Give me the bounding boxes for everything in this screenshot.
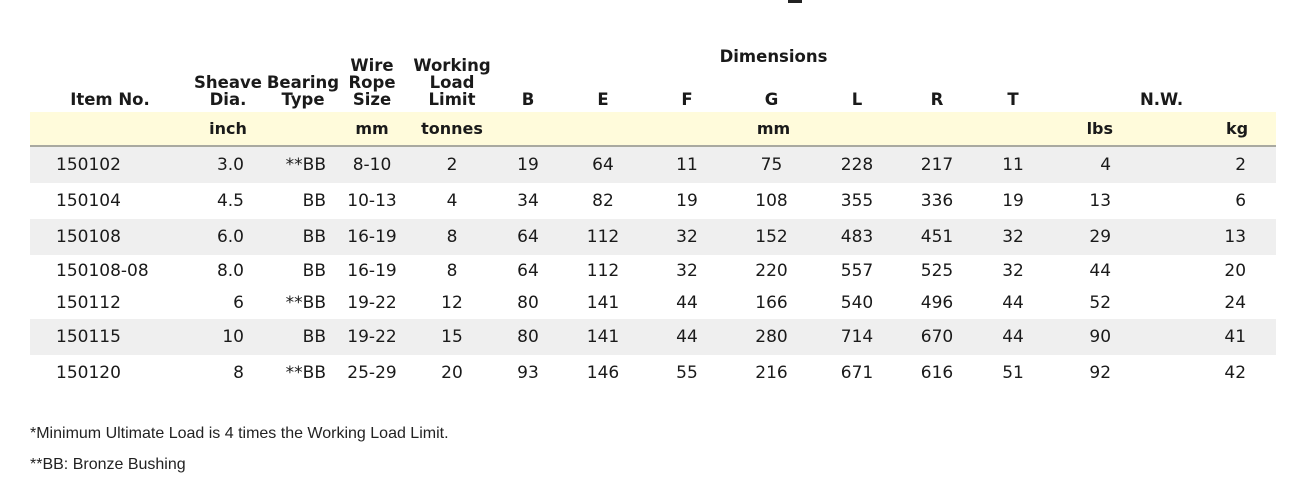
cell-l: 483 (819, 219, 895, 255)
cell-t: 11 (979, 146, 1047, 183)
cell-wll: 15 (404, 319, 500, 355)
cell-wire: 8-10 (340, 146, 404, 183)
cell-g: 152 (724, 219, 819, 255)
cell-g: 220 (755, 261, 788, 281)
cell-bearing: **BB (266, 146, 340, 183)
cell-e: 112 (556, 219, 650, 255)
header-b: B (521, 90, 535, 109)
header-wire-line-1: Wire (350, 56, 394, 75)
cell-l: 355 (840, 191, 874, 211)
cell-b: 80 (517, 293, 539, 313)
cell-lbs: 13 (1089, 191, 1112, 211)
cell-lbs: 90 (1047, 319, 1147, 355)
cell-bearing: BB (266, 219, 340, 255)
cell-bearing: BB (302, 261, 326, 281)
cell-b: 34 (517, 191, 539, 211)
header-sheave-line-1: Sheave (194, 73, 262, 92)
cell-kg: 42 (1224, 363, 1247, 383)
top-edge-mark (788, 0, 802, 3)
unit-bearing-empty (266, 112, 340, 146)
specification-table (30, 40, 1276, 391)
header-net-weight: N.W. (1139, 90, 1184, 109)
header-wire-line-2: Rope (348, 73, 396, 92)
cell-b: 64 (517, 261, 539, 281)
header-bearing-line-2: Type (281, 90, 325, 109)
cell-kg: 2 (1147, 146, 1276, 183)
header-sheave-dia (190, 40, 266, 112)
cell-sheave: 8 (233, 363, 244, 383)
cell-item: 150108-08 (56, 261, 149, 281)
cell-item: 150120 (56, 363, 121, 383)
cell-sheave: 10 (190, 319, 266, 355)
cell-wll: 8 (404, 219, 500, 255)
cell-bearing: BB (266, 319, 340, 355)
cell-f: 44 (676, 293, 698, 313)
cell-b: 64 (500, 219, 556, 255)
cell-e: 141 (586, 293, 620, 313)
cell-item: 150112 (56, 293, 121, 313)
cell-kg: 20 (1224, 261, 1247, 281)
cell-b: 19 (500, 146, 556, 183)
header-g: G (764, 90, 779, 109)
table-row (30, 319, 1276, 355)
cell-lbs: 52 (1089, 293, 1112, 313)
cell-wire: 10-13 (347, 191, 397, 211)
cell-g: 166 (755, 293, 788, 313)
cell-t: 32 (1002, 261, 1024, 281)
footnote-ultimate-load: *Minimum Ultimate Load is 4 times the Working Load Limit. (30, 425, 449, 442)
cell-sheave: 4.5 (216, 191, 244, 211)
cell-r: 616 (920, 363, 954, 383)
header-bearing-type (266, 40, 340, 112)
table-row (30, 287, 1276, 319)
header-r: R (930, 90, 944, 109)
cell-item: 150102 (30, 146, 190, 183)
header-working-load-limit (404, 40, 500, 112)
cell-kg: 13 (1147, 219, 1276, 255)
cell-lbs: 29 (1047, 219, 1147, 255)
cell-e: 141 (556, 319, 650, 355)
cell-f: 19 (676, 191, 698, 211)
cell-lbs: 4 (1047, 146, 1147, 183)
cell-t: 19 (1002, 191, 1024, 211)
cell-t: 44 (979, 319, 1047, 355)
header-wire-line-3: Size (352, 90, 392, 109)
table-row (30, 355, 1276, 391)
cell-wire: 19-22 (347, 293, 397, 313)
cell-wll: 4 (446, 191, 458, 211)
header-f: F (681, 90, 693, 109)
cell-item: 150108 (30, 219, 190, 255)
header-wire-rope-size (340, 40, 404, 112)
cell-r: 525 (920, 261, 954, 281)
cell-lbs: 44 (1089, 261, 1112, 281)
cell-e: 112 (586, 261, 620, 281)
cell-kg: 6 (1235, 191, 1247, 211)
header-item-no: Item No. (70, 90, 150, 109)
unit-wll: tonnes (404, 112, 500, 146)
cell-wll: 20 (441, 363, 463, 383)
cell-b: 93 (517, 363, 539, 383)
cell-wll: 8 (446, 261, 458, 281)
header-wll-line-3: Limit (428, 90, 476, 109)
cell-sheave: 6.0 (190, 219, 266, 255)
cell-wire: 25-29 (347, 363, 397, 383)
cell-e: 64 (556, 146, 650, 183)
cell-wll: 2 (404, 146, 500, 183)
cell-e: 146 (586, 363, 620, 383)
unit-lbs: lbs (1047, 112, 1147, 146)
table-body (30, 146, 1276, 391)
unit-wire: mm (340, 112, 404, 146)
unit-kg: kg (1147, 112, 1276, 146)
cell-bearing: BB (302, 191, 326, 211)
cell-g: 108 (755, 191, 788, 211)
header-wll-line-1: Working (413, 56, 491, 75)
cell-t: 44 (1002, 293, 1024, 313)
cell-t: 32 (979, 219, 1047, 255)
cell-item: 150115 (30, 319, 190, 355)
footnote-bronze-bushing: **BB: Bronze Bushing (30, 456, 186, 473)
cell-l: 671 (840, 363, 874, 383)
units-row (30, 112, 1276, 146)
unit-sheave: inch (190, 112, 266, 146)
cell-sheave: 3.0 (190, 146, 266, 183)
cell-r: 217 (895, 146, 979, 183)
cell-r: 670 (895, 319, 979, 355)
header-sheave-line-2: Dia. (209, 90, 247, 109)
unit-dimensions: mm (500, 112, 1047, 146)
cell-sheave: 8.0 (216, 261, 244, 281)
header-row-top (30, 40, 1276, 72)
cell-l: 557 (840, 261, 874, 281)
cell-l: 228 (819, 146, 895, 183)
cell-r: 336 (920, 191, 954, 211)
cell-b: 80 (500, 319, 556, 355)
header-t: T (1007, 90, 1019, 109)
cell-f: 55 (676, 363, 698, 383)
cell-g: 75 (724, 146, 819, 183)
cell-g: 280 (724, 319, 819, 355)
table-row (30, 219, 1276, 255)
cell-bearing: **BB (285, 363, 326, 383)
cell-e: 82 (592, 191, 614, 211)
cell-item: 150104 (56, 191, 121, 211)
cell-wll: 12 (441, 293, 463, 313)
header-dimensions: Dimensions (719, 46, 828, 66)
cell-sheave: 6 (233, 293, 244, 313)
cell-f: 32 (676, 261, 698, 281)
cell-r: 451 (895, 219, 979, 255)
cell-f: 44 (650, 319, 724, 355)
table-row (30, 183, 1276, 219)
footnotes (30, 418, 449, 480)
cell-t: 51 (1002, 363, 1024, 383)
cell-f: 11 (650, 146, 724, 183)
cell-l: 540 (840, 293, 874, 313)
cell-r: 496 (920, 293, 954, 313)
header-wll-line-2: Load (429, 73, 475, 92)
header-bearing-line-1: Bearing (266, 73, 340, 92)
cell-wire: 16-19 (340, 219, 404, 255)
cell-wire: 16-19 (347, 261, 397, 281)
cell-kg: 41 (1147, 319, 1276, 355)
cell-kg: 24 (1224, 293, 1247, 313)
cell-wire: 19-22 (340, 319, 404, 355)
cell-bearing: **BB (285, 293, 326, 313)
header-l: L (851, 90, 863, 109)
unit-item-empty (30, 112, 190, 146)
header-e: E (597, 90, 609, 109)
table-row (30, 255, 1276, 287)
table-row (30, 146, 1276, 183)
cell-lbs: 92 (1089, 363, 1112, 383)
cell-f: 32 (650, 219, 724, 255)
cell-g: 216 (755, 363, 788, 383)
cell-l: 714 (819, 319, 895, 355)
